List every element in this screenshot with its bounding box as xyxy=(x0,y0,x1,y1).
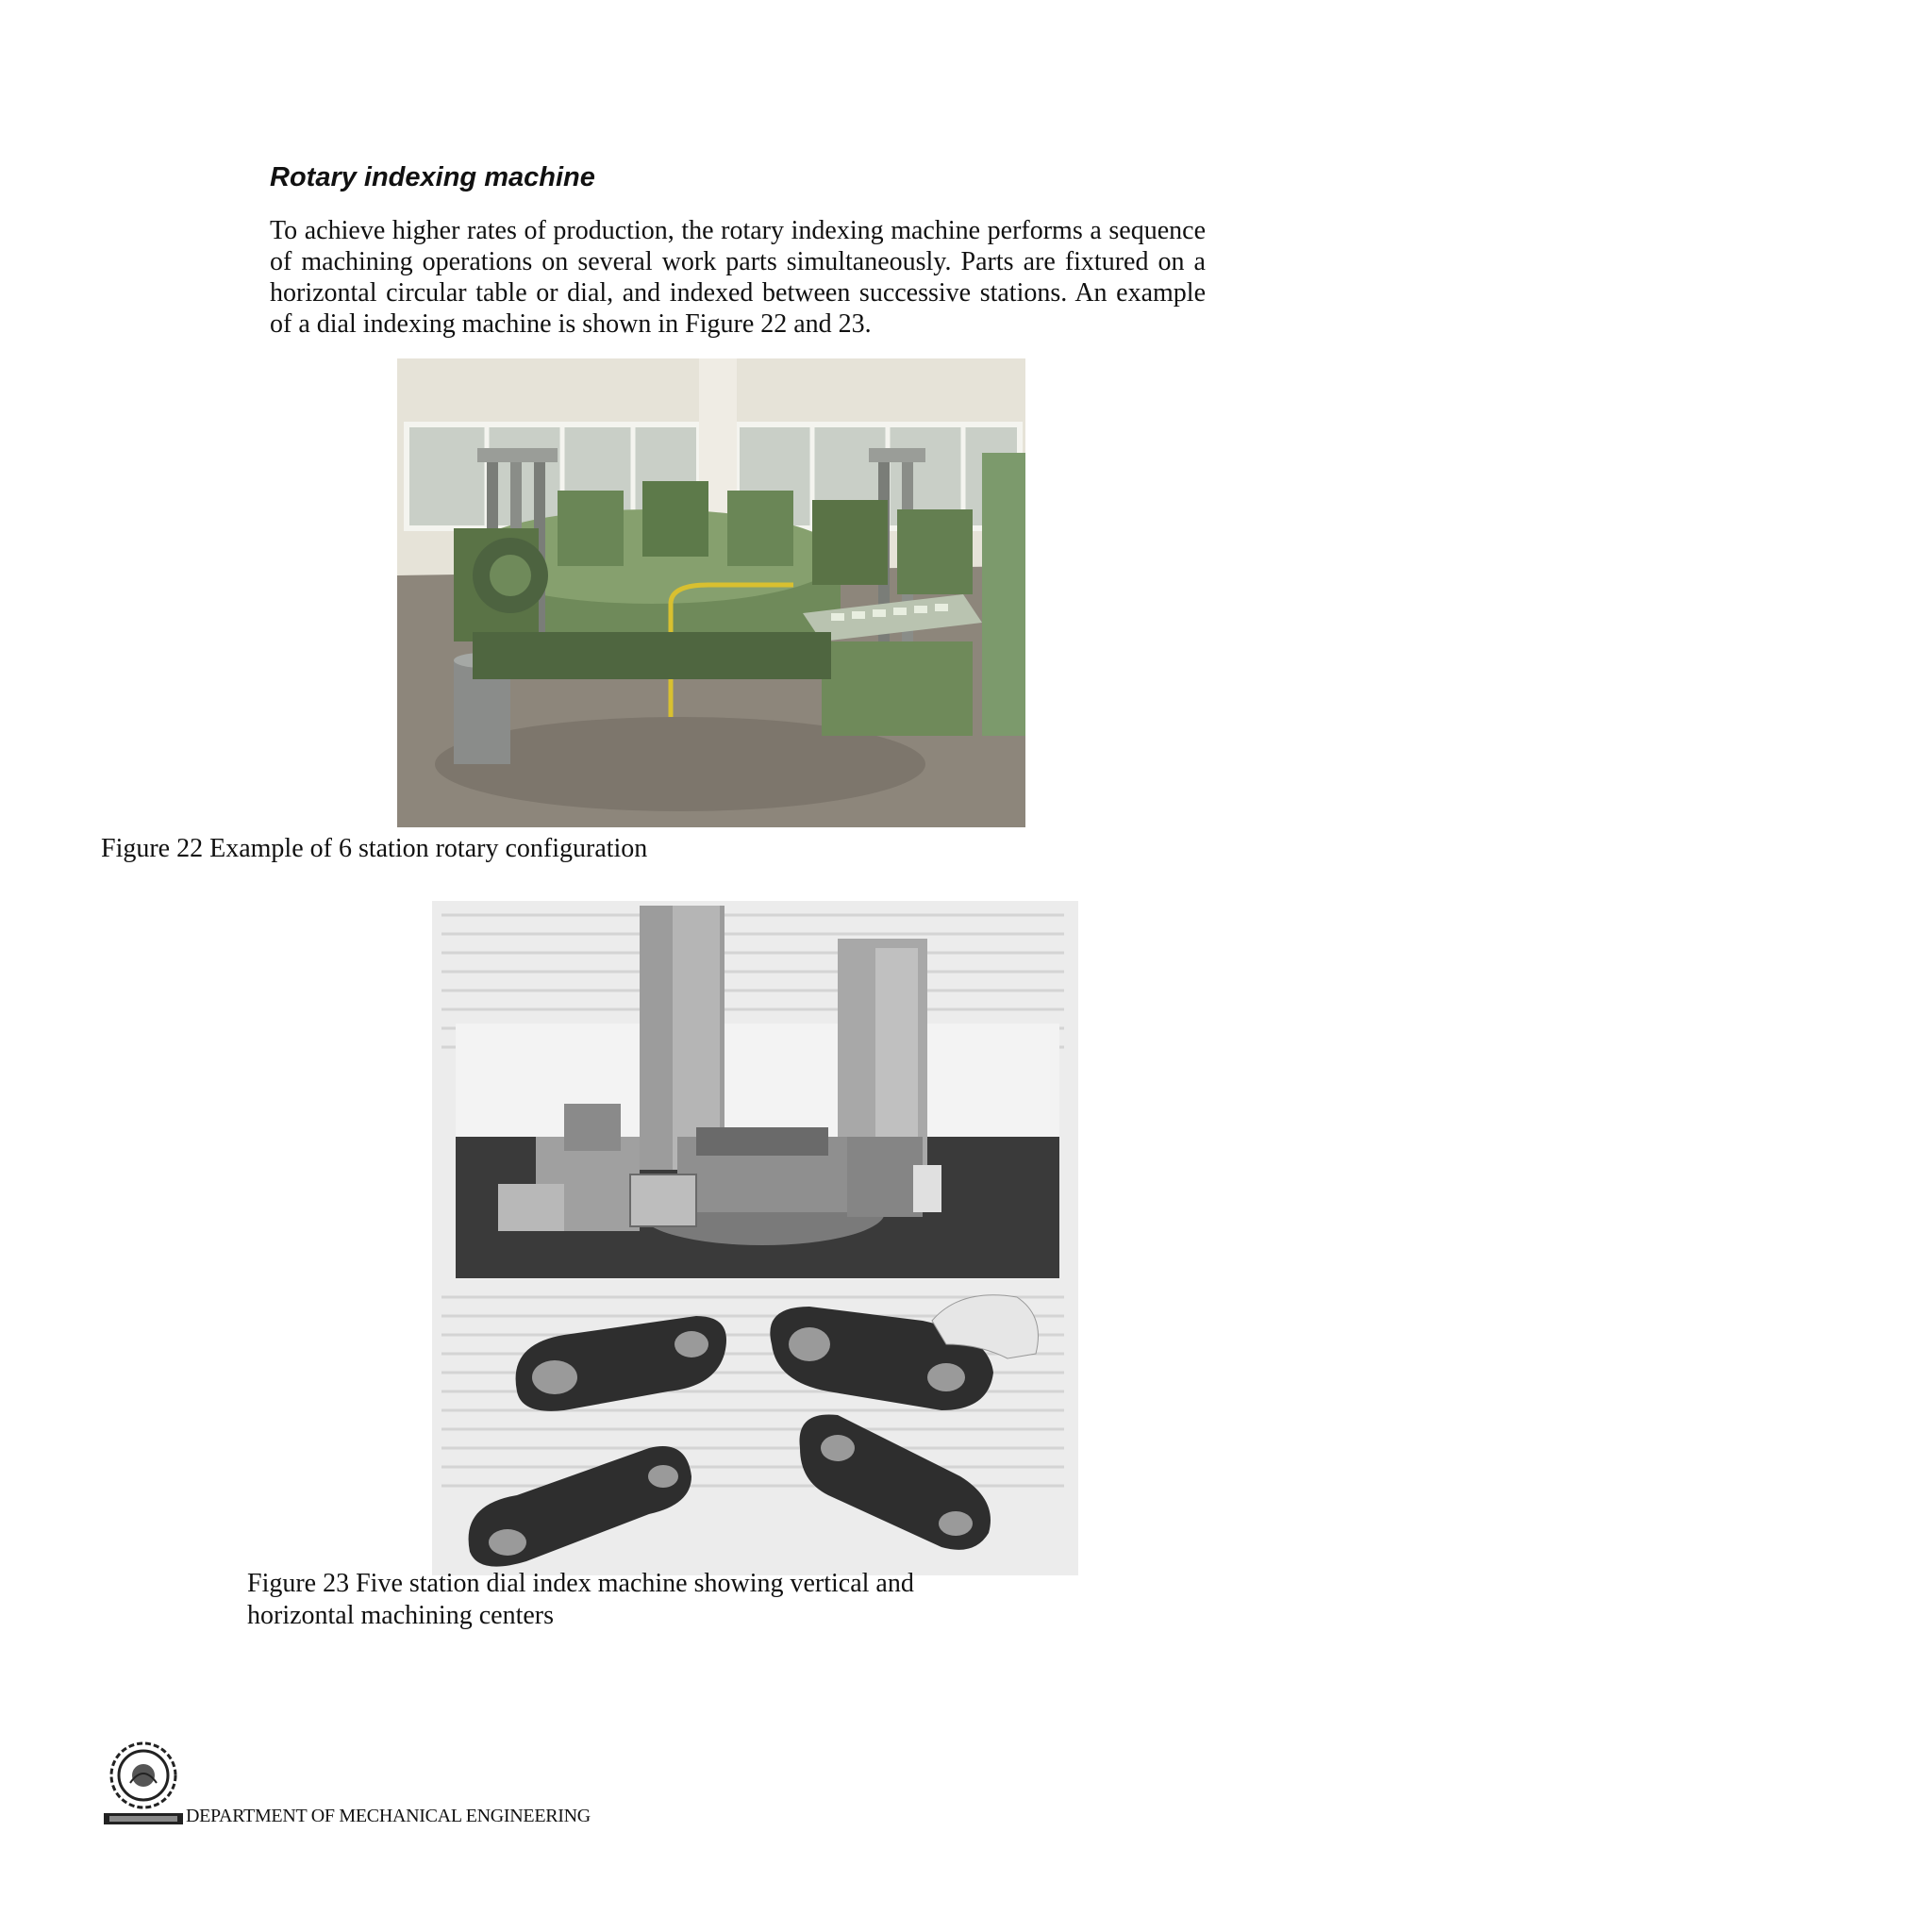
figure-23-caption: Figure 23 Five station dial index machine showing vertical and horizontal machining centers xyxy=(247,1569,914,1630)
figure-22-caption: Figure 22 Example of 6 station rotary configuration xyxy=(101,834,648,863)
section-heading: Rotary indexing machine xyxy=(270,162,595,192)
figure-23-photo xyxy=(432,901,1078,1575)
section-paragraph: To achieve higher rates of production, the rotary indexing machine performs a sequence of machining operations on several work parts simultaneously. Parts are fixtured on a horizontal circular table or dial, and indexed between successive stations. An example of a dial indexing machine is shown in Figure 22 and 23. xyxy=(270,216,1206,339)
figure-22-photo xyxy=(397,358,1025,827)
college-seal-logo xyxy=(102,1736,185,1826)
department-footer: DEPARTMENT OF MECHANICAL ENGINEERING xyxy=(186,1806,591,1826)
